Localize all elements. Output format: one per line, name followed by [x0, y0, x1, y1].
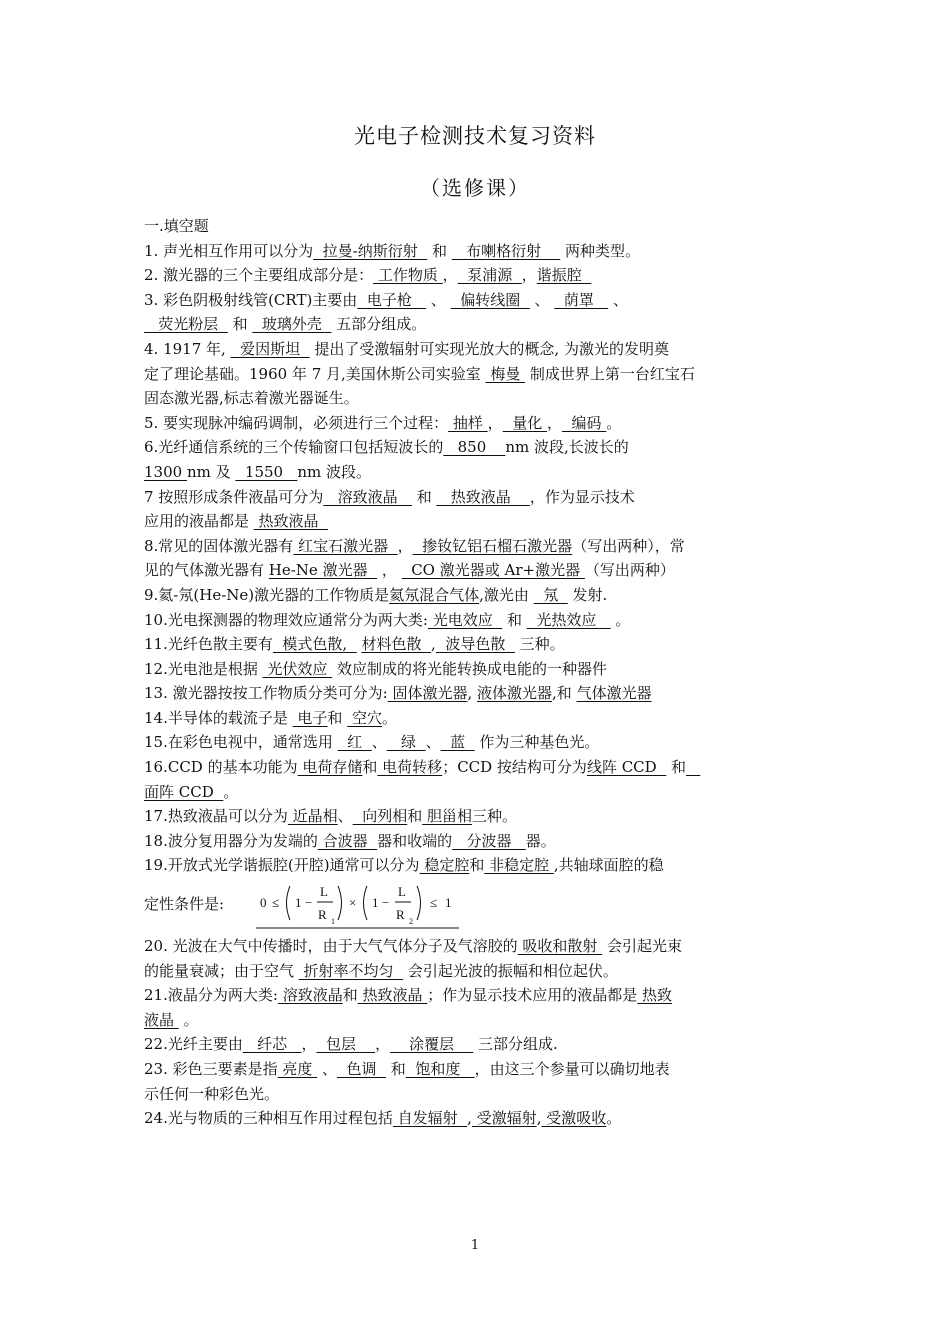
answer-blank: 红: [337, 733, 372, 752]
question-line: [144, 337, 830, 362]
question-text: 和: [342, 986, 358, 1005]
question-text: 。: [606, 413, 622, 432]
question-text: ，: [442, 266, 458, 285]
question-text: 18.波分复用器分为发端的: [144, 831, 318, 850]
question-line: [144, 681, 830, 706]
answer-blank: 荧光粉层: [144, 315, 228, 334]
question-text: 20. 光波在大气中传播时，由于大气气体分子及气溶胶的: [144, 937, 518, 956]
question-text: 2. 激光器的三个主要组成部分是：: [144, 266, 374, 285]
stability-condition-formula: [144, 878, 830, 934]
question-line: [144, 632, 830, 657]
question-text: 、: [337, 807, 353, 826]
answer-blank: 波导色散: [435, 635, 515, 654]
answer-blank: 光热效应: [526, 610, 611, 629]
answer-blank: 材料色散: [361, 635, 432, 654]
question-text: 制成世界上第一台红宝石: [525, 364, 695, 383]
formula-leq: ≤: [430, 895, 438, 911]
answer-blank: 非稳定腔: [484, 856, 554, 875]
answer-blank: 气体激光器: [576, 684, 652, 703]
answer-blank: 模式色散,: [272, 635, 357, 654]
answer-blank: He-Ne 激光器: [268, 561, 378, 580]
question-text: 示任何一种彩色光。: [144, 1084, 280, 1103]
answer-blank: 热致液晶: [253, 512, 329, 531]
answer-blank: 包层: [316, 1035, 376, 1054]
question-line: [144, 1057, 830, 1082]
answer-blank: 掺钕钇铝石榴石激光器: [412, 536, 573, 555]
question-text: ；CCD 按结构可分为: [442, 758, 587, 777]
question-text: 15.在彩色电视中，通常选用: [144, 733, 338, 752]
question-text: ；作为显示技术应用的液晶都是: [427, 986, 638, 1005]
question-text: ，作为显示技术: [529, 487, 635, 506]
answer-blank: 液体激光器: [477, 684, 553, 703]
question-text: 三种。: [472, 807, 518, 826]
question-line: [144, 1008, 830, 1033]
answer-blank: 绿: [386, 733, 426, 752]
question-text: 14.半导体的载流子是: [144, 708, 293, 727]
answer-blank: 拉曼-纳斯衍射: [313, 241, 428, 260]
answer-blank: 电荷存储: [297, 758, 363, 777]
answer-blank: 1300: [144, 462, 187, 481]
question-text: ,: [536, 1109, 542, 1128]
question-line: [144, 362, 830, 387]
question-text: 两种类型。: [560, 241, 640, 260]
question-text: 、: [529, 290, 555, 309]
question-text: 12.光电池是根据: [144, 659, 263, 678]
question-text: 23. 彩色三要素是指: [144, 1060, 278, 1078]
question-text: 和: [227, 315, 253, 334]
question-text: 。: [610, 610, 631, 629]
answer-blank: 纤芯: [242, 1035, 302, 1054]
answer-blank: 泵浦源: [457, 266, 522, 285]
question-text: ，: [301, 1035, 317, 1054]
question-line: [144, 1032, 830, 1057]
answer-blank: 面阵 CCD: [144, 782, 224, 801]
question-text: 21.液晶分为两大类:: [144, 986, 278, 1005]
answer-blank: 饱和度: [405, 1060, 475, 1078]
question-line: [144, 386, 830, 411]
question-text: 应用的液晶都是: [144, 512, 254, 531]
question-text: 。: [178, 1010, 199, 1029]
question-line: [144, 706, 830, 731]
question-line: [144, 288, 830, 313]
question-line: [144, 1082, 830, 1107]
question-text: 。: [381, 708, 397, 727]
question-text: nm 及: [186, 462, 236, 481]
answer-blank: 吸收和散射: [517, 937, 603, 956]
question-text: 的能量衰减；由于空气: [144, 961, 299, 980]
question-text: 6.光纤通信系统的三个传输窗口包括短波长的: [144, 438, 444, 457]
formula-rhs: 1: [445, 895, 452, 911]
question-text: 见的气体激光器有: [144, 561, 269, 580]
question-text: ，: [377, 561, 402, 580]
answer-blank: 自发辐射: [392, 1109, 468, 1128]
answer-blank: 工作物质: [373, 266, 443, 285]
question-line: [144, 959, 830, 984]
question-text: ，由这三个参量可以确切地表: [474, 1060, 670, 1078]
question-text: 效应制成的将光能转换成电能的一种器件: [332, 659, 607, 678]
answer-blank: 偏转线圈: [450, 290, 530, 309]
formula-prefix: 定性条件是:: [144, 895, 225, 914]
question-line: [144, 983, 830, 1008]
question-list: [144, 239, 830, 1131]
question-text: （写出两种）: [584, 561, 675, 580]
question-line: [144, 239, 830, 264]
question-line: [144, 853, 830, 878]
formula-denominator-r: R: [318, 907, 327, 923]
section-heading: 一.填空题: [144, 217, 209, 235]
question-text: 1. 声光相互作用可以分为: [144, 241, 314, 260]
question-text: 7 按照形成条件液晶可分为: [144, 487, 324, 506]
question-text: 9.氦-氖(He-Ne)激光器的工作物质是: [144, 585, 390, 604]
question-text: ，: [375, 1035, 391, 1054]
question-line: [144, 509, 830, 534]
question-text: 五部分组成。: [331, 315, 427, 334]
formula-graphic: [254, 878, 469, 934]
question-text: 17.热致液晶可以分为: [144, 807, 288, 826]
question-text: ，: [397, 536, 413, 555]
question-text: 24.光与物质的三种相互作用过程包括: [144, 1109, 393, 1128]
answer-blank: 色调: [336, 1060, 387, 1078]
answer-blank: 热致: [637, 986, 673, 1005]
answer-blank: 编码: [561, 413, 607, 432]
answer-blank: 空穴: [347, 708, 382, 727]
answer-blank: 爱因斯坦: [230, 339, 310, 358]
question-text: ,: [467, 684, 478, 703]
question-text: 和: [407, 807, 423, 826]
formula-subscript: 1: [331, 917, 335, 927]
question-line: [144, 534, 830, 559]
question-text: ,: [431, 635, 436, 654]
question-text: 、: [371, 733, 387, 752]
answer-blank: 量化: [502, 413, 547, 432]
question-text: 和: [469, 856, 485, 875]
answer-blank: 固体激光器: [387, 684, 468, 703]
answer-blank: CO 激光器或 Ar+激光器: [401, 561, 585, 580]
answer-blank: 受激辐射: [471, 1109, 537, 1128]
formula-numerator-l: L: [320, 884, 328, 900]
question-text: 、: [426, 290, 451, 309]
question-text: 8.常见的固体激光器有: [144, 536, 294, 555]
formula-denominator-r: R: [396, 907, 405, 923]
question-text: 和: [327, 708, 348, 727]
answer-blank: 溶致液晶: [323, 487, 412, 506]
answer-blank: 1550: [235, 462, 298, 481]
question-text: 和: [666, 758, 687, 777]
formula-times: ×: [349, 895, 357, 911]
answer-blank: 合波器: [317, 831, 378, 850]
question-text: 和: [427, 241, 452, 260]
question-line: [144, 608, 830, 633]
answer-blank: 光伏效应: [262, 659, 333, 678]
answer-blank: 涂覆层: [390, 1035, 474, 1054]
answer-blank: 液晶: [144, 1010, 179, 1029]
question-text: 固态激光器,标志着激光器诞生。: [144, 389, 359, 408]
question-text: nm 波段,长波长的: [505, 438, 629, 457]
document-title: 光电子检测技术复习资料: [354, 124, 596, 148]
answer-blank: [686, 758, 700, 776]
answer-blank: 电子: [292, 708, 328, 727]
question-text: 发射.: [567, 585, 608, 604]
answer-blank: 荫罩: [554, 290, 609, 309]
question-text: 。: [223, 782, 239, 801]
question-text: 会引起光束: [602, 937, 682, 956]
question-line: [144, 583, 830, 608]
question-text: 提出了受激辐射可实现光放大的概念, 为激光的发明奠: [309, 339, 669, 358]
formula-one: 1: [372, 895, 379, 911]
question-text: 器和收端的: [377, 831, 453, 850]
question-line: [144, 730, 830, 755]
question-text: 、: [608, 290, 628, 309]
question-text: （写出两种），常: [572, 536, 685, 555]
question-line: [144, 460, 830, 485]
question-line: [144, 804, 830, 829]
page-number: 1: [470, 1238, 480, 1253]
question-text: 三种。: [514, 635, 565, 654]
question-body: [144, 214, 830, 1131]
left-paren-1: [287, 886, 291, 920]
answer-blank: 分波器: [452, 831, 526, 850]
question-text: 10.光电探测器的物理效应通常分为两大类:: [144, 610, 428, 629]
answer-blank: 谐振腔: [536, 266, 592, 285]
question-text: 16.CCD 的基本功能为: [144, 758, 298, 777]
right-paren-1: [338, 886, 342, 920]
question-text: 和: [502, 610, 527, 629]
question-line: [144, 485, 830, 510]
answer-blank: 850: [443, 438, 506, 457]
question-text: 3. 彩色阴极射线管(CRT)主要由: [144, 290, 358, 309]
answer-blank: 光电效应: [427, 610, 503, 629]
answer-blank: 亮度: [277, 1060, 318, 1078]
document-subtitle: （选修课）: [420, 176, 530, 200]
answer-blank: 红宝石激光器: [293, 536, 398, 555]
question-text: 会引起光波的振幅和相位起伏。: [403, 961, 618, 980]
question-text: 、: [317, 1060, 337, 1078]
question-text: 作为三种基色光。: [474, 733, 600, 752]
question-text: ，: [487, 413, 503, 432]
question-text: ,共轴球面腔的稳: [553, 856, 664, 875]
formula-numerator-l: L: [398, 884, 406, 900]
question-line: [144, 780, 830, 805]
answer-blank: 受激吸收: [541, 1109, 607, 1128]
question-text: ,: [467, 1109, 472, 1128]
answer-blank: 线阵 CCD: [586, 758, 667, 777]
question-line: [144, 1106, 830, 1131]
answer-blank: 稳定腔: [419, 856, 470, 875]
question-line: [144, 829, 830, 854]
question-text: 19.开放式光学谐振腔(开腔)通常可以分为: [144, 856, 420, 875]
answer-blank: 抽样: [448, 413, 488, 432]
answer-blank: 胆甾相: [422, 807, 472, 826]
question-line: [144, 755, 830, 780]
question-line: [144, 435, 830, 460]
answer-blank: 向列相: [352, 807, 408, 826]
question-text: 和: [386, 1060, 406, 1078]
answer-blank: 玻璃外壳: [252, 315, 332, 334]
question-text: 三部分组成.: [473, 1035, 558, 1054]
answer-blank: 蓝: [440, 733, 475, 752]
answer-blank: 电子枪: [357, 290, 427, 309]
answer-blank: 近晶相: [287, 807, 338, 826]
question-line: [144, 411, 830, 436]
question-text: 22.光纤主要由: [144, 1035, 243, 1054]
question-text: 4. 1917 年,: [144, 339, 231, 358]
answer-blank: 折射率不均匀: [298, 961, 404, 980]
answer-blank: 电荷转移: [377, 758, 443, 777]
question-line: [144, 934, 830, 959]
formula-minus: −: [382, 895, 390, 911]
question-line: [144, 657, 830, 682]
formula-leq: ≤: [272, 895, 280, 911]
question-line: [144, 263, 830, 288]
question-text: ,和: [552, 684, 577, 703]
question-text: ，: [546, 413, 562, 432]
question-text: 5. 要实现脉冲编码调制，必须进行三个过程：: [144, 413, 449, 432]
answer-blank: 布喇格衍射: [451, 241, 561, 260]
formula-zero: 0: [260, 895, 267, 911]
formula-subscript: 2: [409, 917, 413, 927]
question-text: 11.光纤色散主要有: [144, 635, 273, 654]
answer-blank: 梅曼: [485, 364, 526, 383]
answer-blank: 氦氖混合气体: [389, 585, 480, 604]
question-text: nm 波段。: [297, 462, 372, 481]
question-line: [144, 312, 830, 337]
answer-blank: 热致液晶: [436, 487, 530, 506]
right-paren-2: [417, 886, 421, 920]
question-text: 13. 激光器按按工作物质分类可分为:: [144, 684, 388, 703]
question-line: [144, 558, 830, 583]
left-paren-2: [364, 886, 368, 920]
question-text: 。: [606, 1109, 622, 1128]
question-text: 和: [411, 487, 437, 506]
answer-blank: 溶致液晶: [277, 986, 343, 1005]
formula-one: 1: [295, 895, 302, 911]
formula-minus: −: [305, 895, 313, 911]
question-text: ,激光由: [479, 585, 534, 604]
question-text: 和: [362, 758, 378, 777]
question-text: 器。: [525, 831, 556, 850]
answer-blank: 热致液晶: [357, 986, 428, 1005]
question-text: ，: [521, 266, 537, 285]
answer-blank: 氖: [533, 585, 568, 604]
question-text: 定了理论基础。1960 年 7 月,美国休斯公司实验室: [144, 364, 486, 383]
question-text: 、: [425, 733, 441, 752]
